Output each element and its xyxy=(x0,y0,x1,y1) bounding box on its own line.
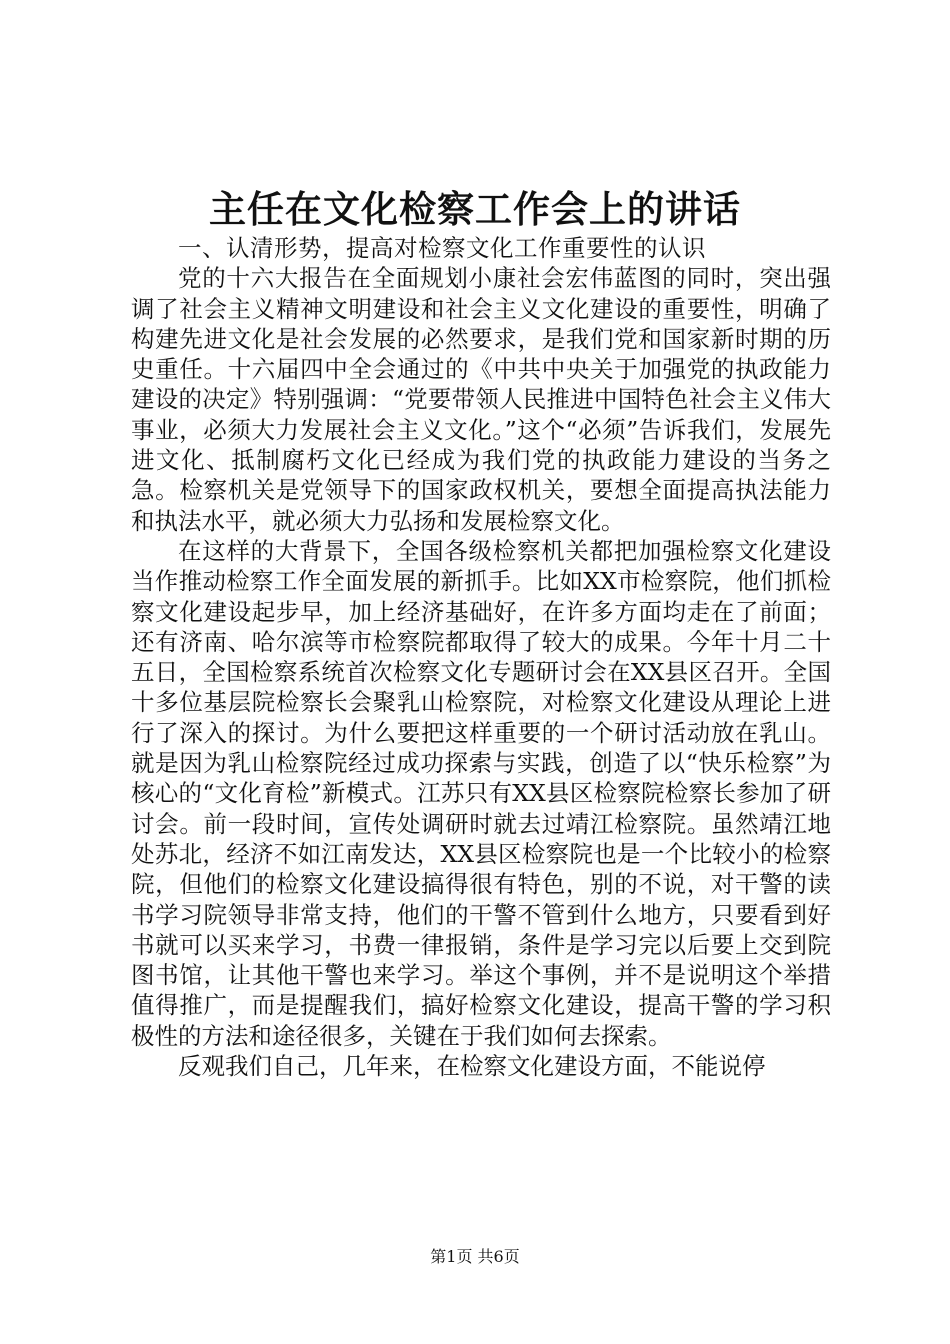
document-title: 主任在文化检察工作会上的讲话 xyxy=(209,187,741,231)
paragraph-1: 党的十六大报告在全面规划小康社会宏伟蓝图的同时，突出强调了社会主义精神文明建设和社会主义文化建设的重要性，明确了构建先进文化是社会发展的必然要求，是我们党和国家新时期的历史重任。十六届四中全会通过的《中共中央关于加强党的执政能力建设的决定》特别强调：“党要带领人民推进中国特色社会主义伟大事业，必须大力发展社会主义文化。”这个“必须”告诉我们，发展先进文化、抵制腐朽文化已经成为我们党的执政能力建设的当务之急。检察机关是党领导下的国家政权机关，要想全面提高执法能力和执法水平，就必须大力弘扬和发展检察文化。 xyxy=(131,264,831,535)
paragraph-2: 在这样的大背景下，全国各级检察机关都把加强检察文化建设当作推动检察工作全面发展的新抓手。比如XX市检察院，他们抓检察文化建设起步早，加上经济基础好，在许多方面均走在了前面；还有济南、哈尔滨等市检察院都取得了较大的成果。今年十月二十五日，全国检察系统首次检察文化专题研讨会在XX县区召开。全国十多位基层院检察长会聚乳山检察院，对检察文化建设从理论上进行了深入的探讨。为什么要把这样重要的一个研讨活动放在乳山。就是因为乳山检察院经过成功探索与实践，创造了以“快乐检察”为核心的“文化育检”新模式。江苏只有XX县区检察院检察长参加了研讨会。前一段时间，宣传处调研时就去过靖江检察院。虽然靖江地处苏北，经济不如江南发达，XX县区检察院也是一个比较小的检察院，但他们的检察文化建设搞得很有特色，别的不说，对干警的读书学习院领导非常支持，他们的干警不管到什么地方，只要看到好书就可以买来学习，书费一律报销，条件是学习完以后要上交到院图书馆，让其他干警也来学习。举这个事例，并不是说明这个举措值得推广，而是提醒我们，搞好检察文化建设，提高干警的学习积极性的方法和途径很多，关键在于我们如何去探索。 xyxy=(131,536,831,1050)
paragraph-3: 反观我们自己，几年来，在检察文化建设方面，不能说停 xyxy=(178,1052,766,1081)
section-heading: 一、认清形势，提高对检察文化工作重要性的认识 xyxy=(178,234,706,262)
document-body xyxy=(131,233,831,1081)
page-footer: 第1页 共6页 xyxy=(430,1247,520,1266)
